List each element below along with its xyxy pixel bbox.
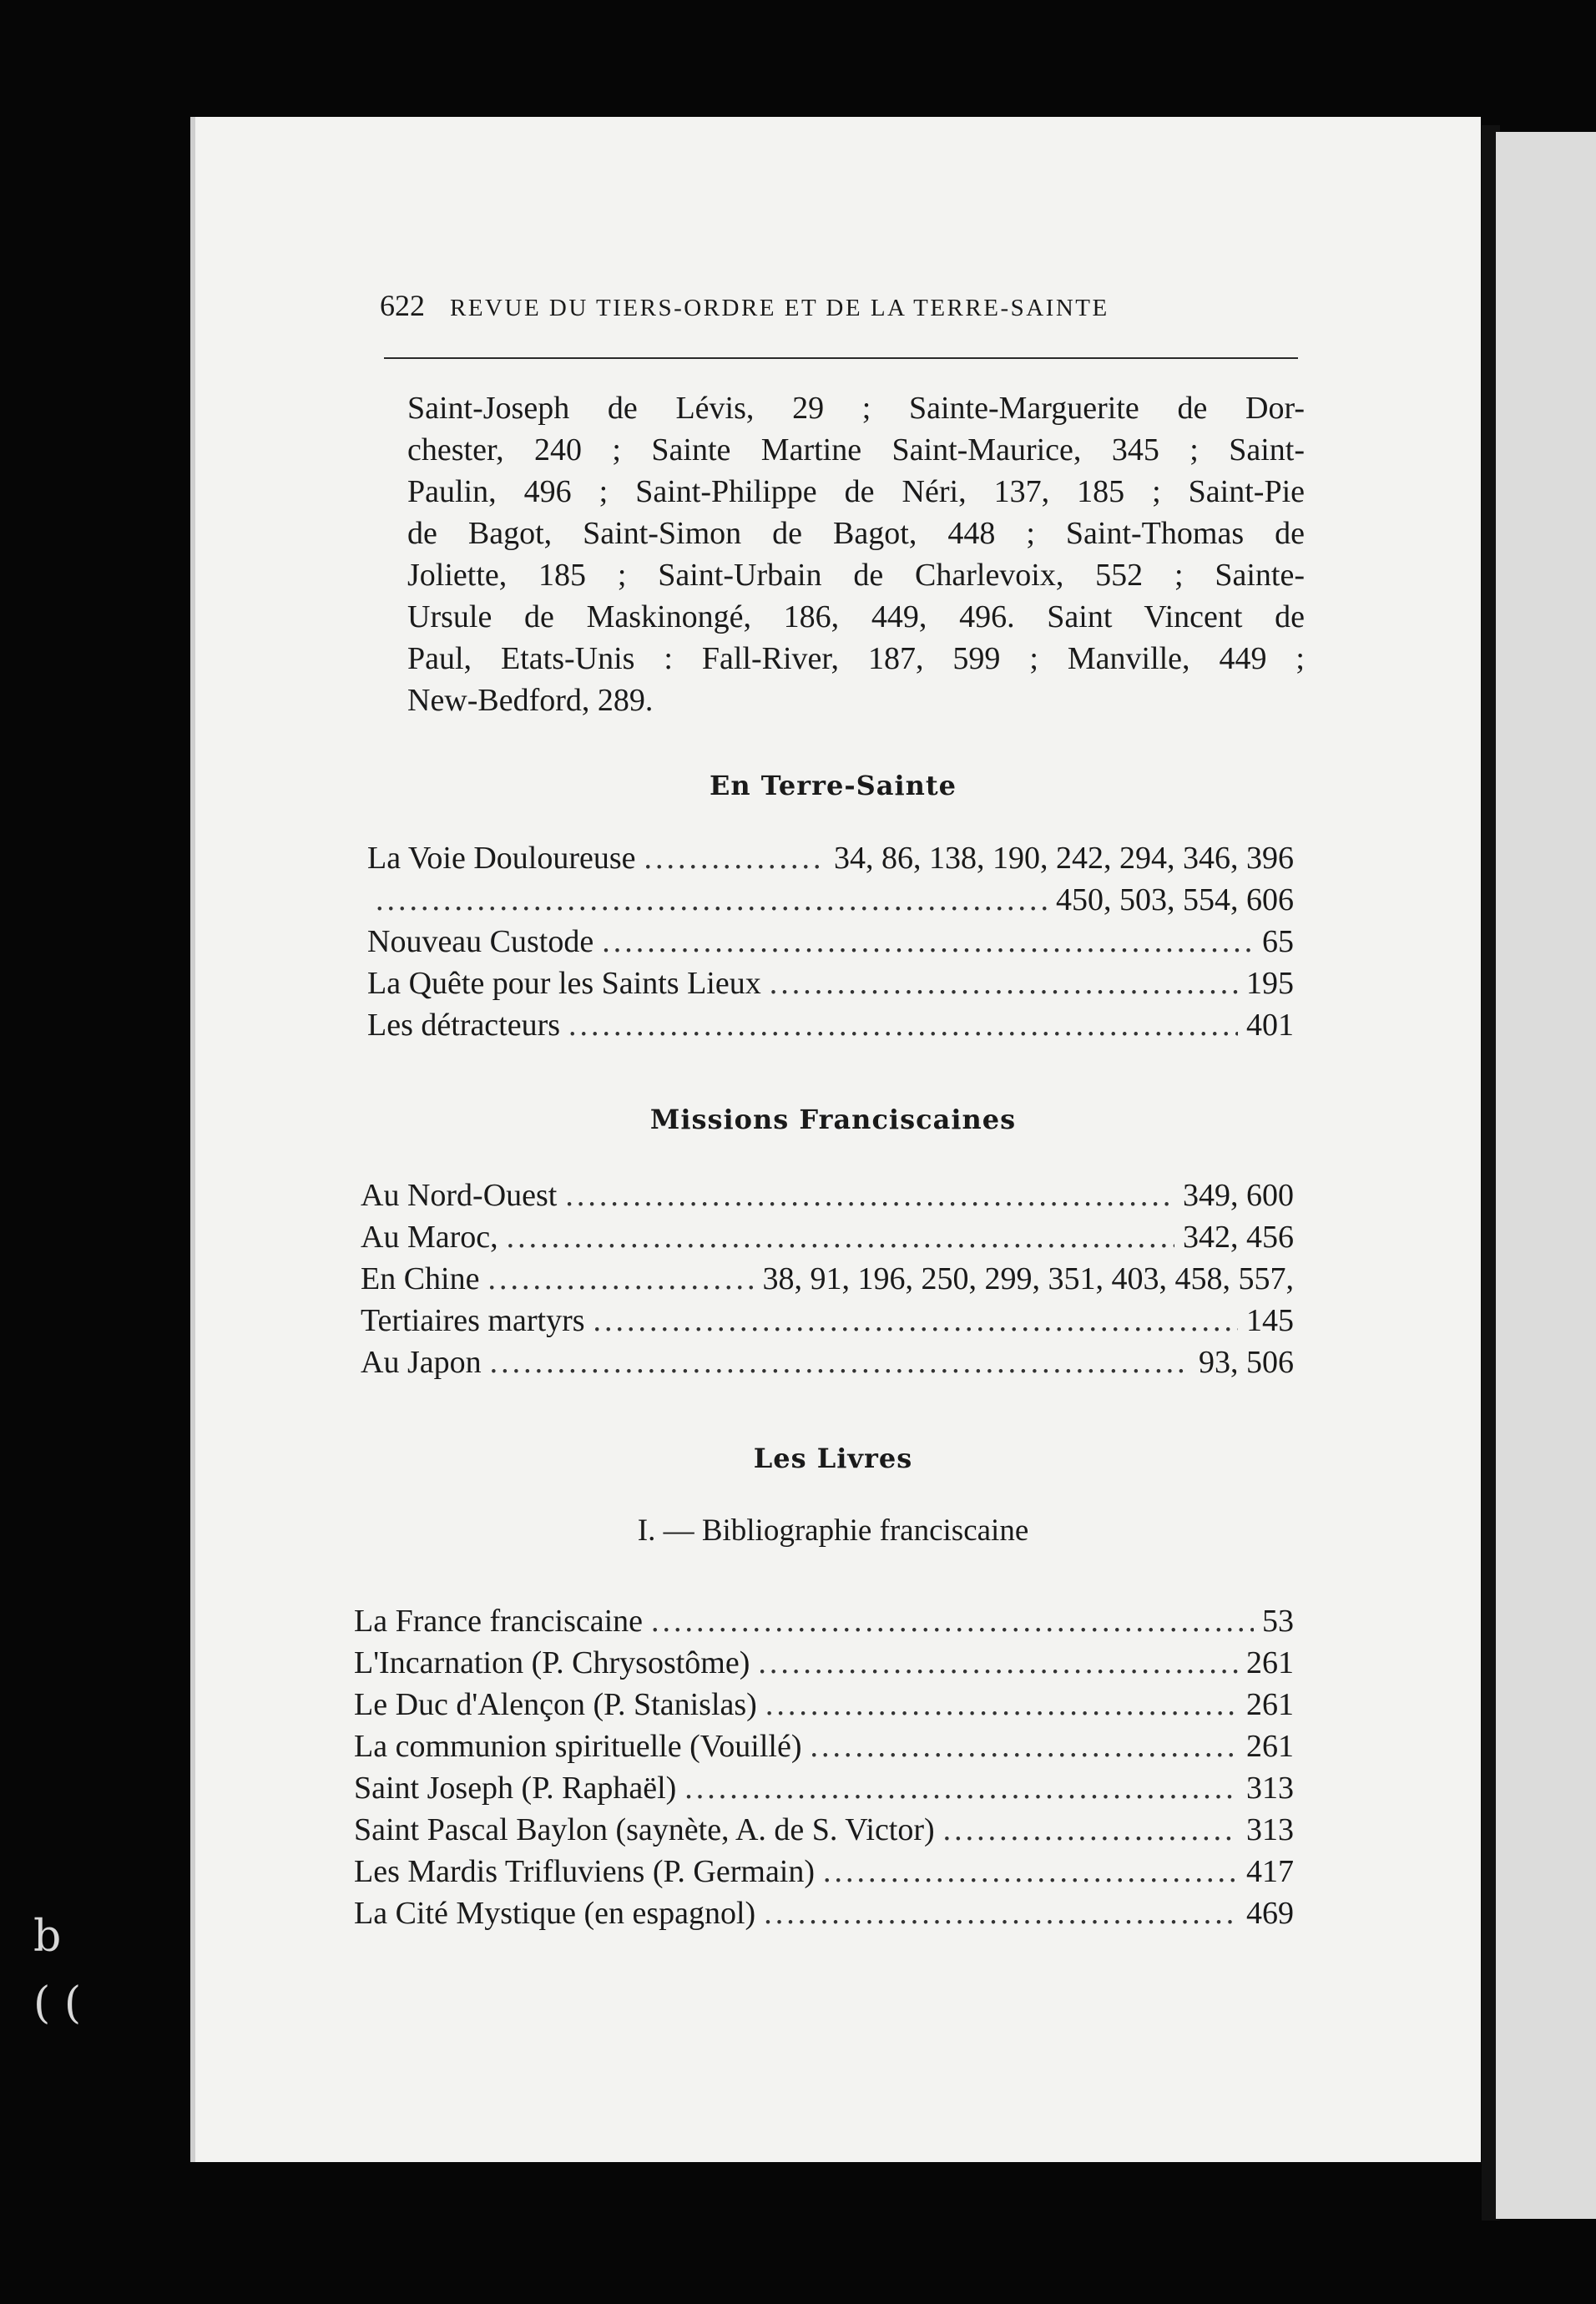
entry-title: La Quête pour les Saints Lieux: [367, 966, 761, 1001]
entry-pages: 65: [1262, 924, 1294, 959]
entry-pages: 401: [1246, 1008, 1294, 1043]
entry-pages: 417: [1246, 1854, 1294, 1889]
leader-dots: [810, 1728, 1238, 1765]
toc-entry: [361, 1344, 1294, 1386]
running-header: [380, 288, 1215, 338]
paragraph-line: Joliette, 185 ; Saint-Urbain de Charlevoix, 552 ; Sainte-: [407, 558, 1305, 593]
subsection-heading-bibliographie: I. — Bibliographie franciscaine: [637, 1513, 1029, 1548]
entry-title: La Voie Douloureuse: [367, 841, 636, 876]
entry-title: Les détracteurs: [367, 1008, 561, 1043]
adjacent-page-edge: [1496, 132, 1596, 2219]
leader-dots: [565, 1177, 1174, 1214]
section-heading-terre-sainte: En Terre-Sainte: [709, 770, 957, 801]
page-number: 622: [380, 289, 425, 322]
paragraph-line: Saint-Joseph de Lévis, 29 ; Sainte-Marguerite de Dor-: [407, 391, 1305, 426]
paragraph-line: Paul, Etats-Unis : Fall-River, 187, 599 ; Manville, 449 ;: [407, 641, 1305, 676]
entry-pages: 93, 506: [1199, 1345, 1294, 1380]
entry-title: Au Japon: [361, 1345, 482, 1380]
leader-dots: [765, 1686, 1238, 1723]
paragraph-line: de Bagot, Saint-Simon de Bagot, 448 ; Saint-Thomas de: [407, 516, 1305, 551]
toc-entry: [354, 1686, 1294, 1728]
entry-pages: 261: [1246, 1687, 1294, 1722]
running-title: REVUE DU TIERS-ORDRE ET DE LA TERRE-SAINTE: [450, 295, 1109, 321]
entry-title: Nouveau Custode: [367, 924, 594, 959]
leader-dots: [758, 1645, 1238, 1681]
entry-title: Les Mardis Trifluviens (P. Germain): [354, 1854, 816, 1889]
leader-dots: [651, 1603, 1254, 1640]
leader-dots: [490, 1344, 1190, 1381]
entry-pages: 261: [1246, 1645, 1294, 1680]
leader-dots: [644, 840, 826, 877]
leader-dots: [602, 923, 1254, 960]
toc-entry: [354, 1811, 1294, 1853]
toc-entry: [361, 1219, 1294, 1261]
toc-entry: [354, 1853, 1294, 1895]
entry-title: Tertiaires martyrs: [361, 1303, 585, 1338]
leader-dots: [568, 1007, 1238, 1043]
toc-entry: [354, 1770, 1294, 1811]
toc-entry: [354, 1895, 1294, 1937]
entry-title: Saint Joseph (P. Raphaël): [354, 1771, 677, 1806]
toc-missions: [361, 1177, 1294, 1386]
margin-mark-parens: ( (: [33, 1978, 82, 2029]
leader-dots: [764, 1895, 1238, 1932]
paragraph-line: Ursule de Maskinongé, 186, 449, 496. Saint Vincent de: [407, 599, 1305, 634]
entry-pages: 261: [1246, 1729, 1294, 1764]
paragraph-line: chester, 240 ; Sainte Martine Saint-Maurice, 345 ; Saint-: [407, 432, 1305, 467]
toc-livres: [354, 1603, 1294, 1937]
leader-dots: [823, 1853, 1238, 1890]
entry-title: Au Nord-Ouest: [361, 1178, 558, 1213]
entry-title: Saint Pascal Baylon (saynète, A. de S. Victor): [354, 1812, 935, 1847]
entry-title: Le Duc d'Alençon (P. Stanislas): [354, 1687, 757, 1722]
entry-pages: 34, 86, 138, 190, 242, 294, 346, 396: [834, 841, 1294, 876]
toc-terre-sainte: [367, 840, 1294, 1048]
entry-pages: 313: [1246, 1812, 1294, 1847]
margin-mark-b: b: [33, 1912, 62, 1962]
leader-dots: [376, 882, 1048, 918]
leader-dots: [487, 1261, 754, 1297]
entry-pages: 53: [1262, 1604, 1294, 1639]
entry-title: Au Maroc,: [361, 1220, 498, 1255]
toc-entry: [354, 1645, 1294, 1686]
toc-entry: [354, 1728, 1294, 1770]
entry-pages: 342, 456: [1183, 1220, 1294, 1255]
toc-entry: [367, 882, 1294, 923]
section-heading-livres: Les Livres: [753, 1443, 913, 1474]
leader-dots: [943, 1811, 1238, 1848]
toc-entry: [361, 1302, 1294, 1344]
leader-dots: [593, 1302, 1238, 1339]
toc-entry: [367, 1007, 1294, 1048]
entry-pages: 349, 600: [1183, 1178, 1294, 1213]
header-rule: [384, 357, 1298, 359]
entry-title: L'Incarnation (P. Chrysostôme): [354, 1645, 750, 1680]
toc-entry: [361, 1261, 1294, 1302]
leader-dots: [507, 1219, 1174, 1256]
toc-entry: [367, 840, 1294, 882]
toc-entry: [367, 923, 1294, 965]
paragraph-line: Paulin, 496 ; Saint-Philippe de Néri, 137, 185 ; Saint-Pie: [407, 474, 1305, 509]
continued-paragraph: [407, 387, 1305, 721]
entry-title: La Cité Mystique (en espagnol): [354, 1896, 756, 1931]
toc-entry: [354, 1603, 1294, 1645]
section-heading-missions: Missions Franciscaines: [649, 1104, 1017, 1135]
entry-pages: 195: [1246, 966, 1294, 1001]
leader-dots: [770, 965, 1238, 1002]
toc-entry: [361, 1177, 1294, 1219]
entry-pages: 38, 91, 196, 250, 299, 351, 403, 458, 557,: [762, 1261, 1294, 1296]
paragraph-line: New-Bedford, 289.: [407, 683, 654, 718]
entry-title: La communion spirituelle (Vouillé): [354, 1729, 802, 1764]
entry-pages: 469: [1246, 1896, 1294, 1931]
entry-pages: 145: [1246, 1303, 1294, 1338]
entry-pages: 450, 503, 554, 606: [1056, 882, 1294, 917]
toc-entry: [367, 965, 1294, 1007]
entry-title: La France franciscaine: [354, 1604, 644, 1639]
leader-dots: [684, 1770, 1238, 1806]
entry-pages: 313: [1246, 1771, 1294, 1806]
entry-title: En Chine: [361, 1261, 480, 1296]
